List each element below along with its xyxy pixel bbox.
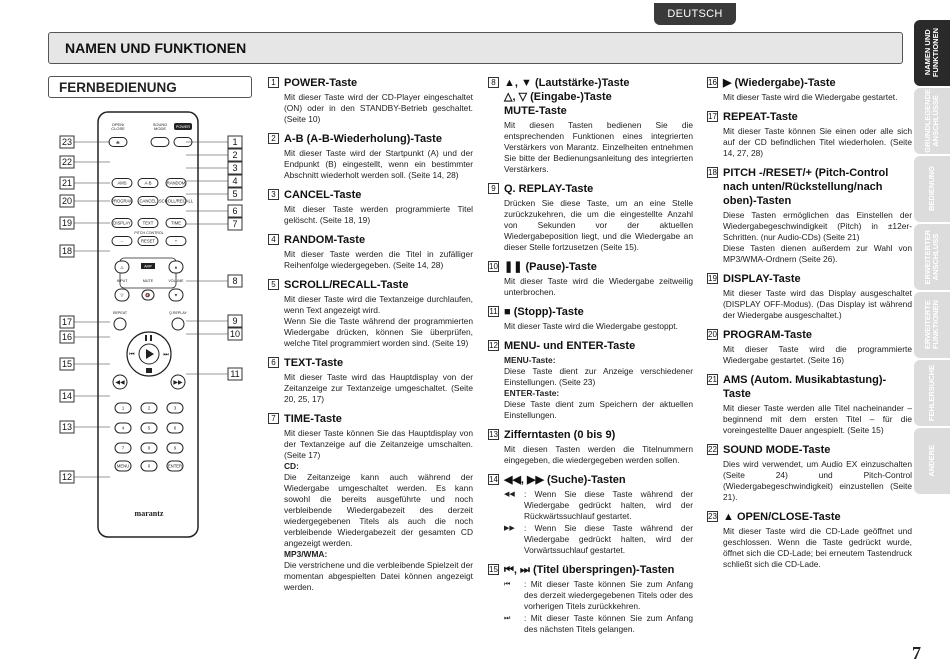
entry-number: 6	[268, 357, 279, 368]
entry-heading	[707, 166, 912, 208]
open-close-button-text: ⏏	[116, 139, 120, 145]
side-tab[interactable]	[914, 88, 950, 154]
entry	[707, 166, 912, 265]
entry-title-line: ▲ OPEN/CLOSE-Taste	[723, 511, 841, 523]
callout-number: 15	[61, 359, 73, 369]
entry-title	[723, 373, 912, 401]
entry	[707, 443, 912, 503]
rewind-icon: ◀◀	[115, 380, 125, 386]
pitch-control-label: PITCH CONTROL	[134, 231, 164, 235]
entry-body: Mit dieser Taste wird die programmierte Wiedergabe gestartet. (Seite 16)	[723, 344, 912, 365]
entry-title-line: TIME-Taste	[284, 413, 342, 425]
entry-title	[723, 328, 812, 342]
entry-title-line: DISPLAY-Taste	[723, 273, 801, 285]
callout-number: 22	[61, 157, 73, 167]
remote-illustration	[58, 110, 248, 540]
entry-title-line: REPEAT-Taste	[723, 111, 798, 123]
entry-heading	[488, 305, 693, 319]
entry-title-line: ⏮, ⏭ (Titel überspringen)-Tasten	[504, 564, 675, 576]
entry-heading	[268, 356, 473, 370]
entry-heading	[488, 428, 693, 442]
side-tab-label: ERWEITERTER ANSCHLUSS	[923, 229, 940, 285]
entry-number: 23	[708, 512, 717, 521]
entry-title	[284, 356, 343, 370]
entry-label	[268, 549, 473, 560]
amp-label: AMP	[144, 264, 152, 269]
entry-body: Die verstrichene und die verbleibende Spielzeit der momentan abgespielten Datei können angezeigt werden.	[284, 560, 474, 592]
callout-number: 12	[61, 472, 73, 482]
entry-body: Drücken Sie diese Taste, um an eine Stelle zurückzukehren, die um die eingestellte Anzahl von Sekunden vor der aktuellen Wiedergabeposition liegt, und die Wiedergabe an dieser Stelle fortzusetzen (Seite 15).	[504, 198, 693, 252]
sound-mode-button	[151, 138, 169, 147]
entry	[488, 260, 693, 298]
remote-label: Q.REPLAY	[169, 311, 187, 315]
section-title-box	[48, 32, 903, 64]
entry-number: 11	[489, 307, 498, 316]
column-2	[488, 76, 693, 642]
entry-title-line: ❚❚ (Pause)-Taste	[504, 261, 597, 273]
entry-body: Mit diesen Tasten bedienen Sie die entsprechenden Funktionen eines integrierten Verstärkers von Marantz. Einzelheiten entnehmen Sie bitte der Bedienungsanleitung des integrierten Verstärkers.	[504, 120, 693, 174]
entry-title-line: ◀◀, ▶▶ (Suche)-Tasten	[504, 474, 626, 486]
entry	[268, 356, 473, 405]
entry-number: 2	[268, 133, 279, 144]
callout-number: 10	[229, 329, 241, 339]
remote-label: SOUND	[152, 122, 168, 127]
random-button-text: RANDOM	[166, 180, 186, 186]
remote-label: VOLUME	[168, 279, 184, 283]
entry-title	[504, 563, 674, 577]
entry-number: 20	[708, 330, 717, 339]
digit-button-text: 8	[147, 445, 151, 451]
entry-title	[504, 339, 635, 353]
side-tab-label: BEDIENUNG	[927, 166, 937, 212]
digit-button-text: 7	[121, 445, 125, 451]
side-tabs	[914, 20, 950, 496]
volume-down-button-text: ▼	[173, 292, 179, 298]
entry	[707, 272, 912, 321]
entry-heading	[707, 328, 912, 342]
remote-label: CLOSE	[111, 126, 125, 131]
entry	[488, 76, 693, 175]
entry-title	[284, 76, 357, 90]
entry-label	[488, 388, 693, 399]
callout-number: 21	[61, 178, 73, 188]
digit-button-text: 6	[173, 425, 177, 431]
entry	[488, 428, 693, 466]
entry-body: Diese Taste dient zum Speichern der aktuellen Einstellungen.	[504, 399, 693, 420]
entry-title	[284, 188, 361, 202]
entry	[268, 278, 473, 349]
enter-button-text: ENTER	[167, 463, 183, 469]
entry-title	[504, 76, 630, 118]
callout-number: 13	[61, 422, 73, 432]
entry-number: 5	[268, 279, 279, 290]
text-button-text: TEXT	[142, 220, 154, 226]
entry	[268, 188, 473, 226]
callout-number: 1	[232, 137, 238, 147]
digit-button-text: 2	[147, 405, 151, 411]
skip-fwd-icon: ⏭	[163, 352, 169, 358]
ab-button-text: A-B	[144, 180, 152, 186]
side-tab-label: ANDERE	[927, 445, 937, 477]
side-tab[interactable]	[914, 156, 950, 222]
repeat-button	[114, 318, 126, 330]
volume-up-button-text: ▲	[173, 264, 179, 270]
remote-label: INPUT	[116, 279, 128, 283]
entry-label	[488, 355, 693, 366]
entry-title	[504, 428, 615, 442]
digit-button-text: 5	[147, 425, 151, 431]
pause-icon-b	[150, 335, 152, 341]
menu-button-text: MENU	[116, 463, 130, 469]
side-tab[interactable]	[914, 360, 950, 426]
callout-number: 8	[232, 276, 238, 286]
entry-title	[504, 473, 626, 487]
ams-button-text: AMS	[117, 180, 127, 186]
entry-body: Die Zeitanzeige kann auch während der Wiedergabe umgeschaltet werden. Es kann sowohl die bereits ausgeführte und noch verbleibende Wiedergabezeit des derzeit wiedergegebenen Titels als auch die noch verbleibende Wiedergabezeit der gesamten CD angezeigt werden.	[284, 472, 473, 548]
callout-number: 3	[232, 163, 238, 173]
callout-number: 4	[232, 176, 238, 186]
sub-item	[488, 613, 693, 635]
sub-key: ⏭	[504, 615, 511, 622]
callout-number: 20	[61, 196, 73, 206]
callout-number: 11	[230, 369, 240, 379]
entry-body: Mit dieser Taste können Sie einen oder alle sich auf der CD befindlichen Titel wiederholen. (Seite 14, 27, 28)	[723, 126, 912, 158]
brand-logo: marantz	[134, 509, 164, 518]
entry	[707, 373, 912, 436]
entry-title-line: SOUND MODE-Taste	[723, 444, 831, 456]
entry-number: 3	[268, 189, 279, 200]
sub-value: : Mit dieser Taste können Sie zum Anfang des derzeit wiedergegebenen Titels oder des vorherigen Titels zurückkehren.	[524, 579, 693, 611]
side-tab-label: ERWEITERTE FUNKTIONEN	[923, 300, 940, 350]
entry-title-line: MUTE-Taste	[504, 105, 567, 117]
sub-value: : Wenn Sie diese Taste während der Wiedergabe gedrückt halten, wird der Vorwärtssuchlauf gestartet.	[524, 523, 693, 555]
entry	[707, 76, 912, 103]
display-button-text: DISPLAY	[113, 220, 131, 226]
entry-body: Mit dieser Taste wird die Textanzeige durchlaufen, wenn Text angezeigt wird.	[284, 294, 473, 315]
sub-value: : Mit dieser Taste können Sie zum Anfang des nächsten Titels gelangen.	[524, 613, 693, 634]
entry-title	[723, 510, 841, 524]
entry-number: 12	[489, 341, 498, 350]
entry-title-line: TEXT-Taste	[284, 357, 344, 369]
entry-number: 4	[268, 234, 279, 245]
entry-body: Mit dieser Taste wird die Wiedergabe gestoppt.	[504, 321, 678, 331]
entry-heading	[488, 76, 693, 118]
entry-title-line: ▲, ▼ (Lautstärke-)Taste	[504, 77, 630, 89]
entry	[488, 305, 693, 332]
entry-title-line: RANDOM-Taste	[284, 234, 366, 246]
entry-body: Mit dieser Taste wird der CD-Player eingeschaltet (ON) oder in den STANDBY-Betrieb geschaltet. (Seite 10)	[284, 92, 473, 124]
callout-number: 16	[61, 332, 73, 342]
entry-title-line: PITCH -/RESET/+ (Pitch-Control nach unten/Rückstellung/nach oben)-Tasten	[723, 167, 889, 207]
qreplay-button	[172, 318, 184, 330]
section-title: NAMEN UND FUNKTIONEN	[65, 40, 247, 56]
entry-title-line: PROGRAM-Taste	[723, 329, 813, 341]
sub-item	[488, 523, 693, 556]
pitch-minus-button-text: −	[120, 238, 124, 244]
callout-number: 5	[232, 189, 238, 199]
skip-back-icon: ⏮	[129, 352, 135, 358]
remote-label: OPEN/	[111, 122, 125, 127]
entry-body: Mit diesen Tasten werden die Titelnummern eingegeben, die wiedergegeben werden sollen.	[504, 444, 693, 465]
entry-title	[284, 233, 365, 247]
entry-title	[723, 76, 836, 90]
entry-body: Mit dieser Taste wird die Wiedergabe gestartet.	[723, 92, 898, 102]
entry-number: 14	[489, 475, 498, 484]
entry-heading	[707, 443, 912, 457]
entry-title	[284, 278, 408, 292]
column-1	[268, 76, 473, 600]
callout-number: 23	[61, 137, 73, 147]
entry-body: Mit dieser Taste werden programmierte Titel gelöscht. (Seite 18, 19)	[284, 204, 473, 225]
callout-number: 14	[61, 391, 73, 401]
entry-title-line: CANCEL-Taste	[284, 189, 362, 201]
label: CD:	[284, 461, 299, 471]
entry-title-line: A-B (A-B-Wiederholung)-Taste	[284, 133, 442, 145]
entry-body: Mit dieser Taste wird die Wiedergabe zeitweilig unterbrochen.	[504, 276, 693, 297]
entry-heading	[268, 233, 473, 247]
entry-title-line: AMS (Autom. Musikabtastung)-Taste	[723, 374, 887, 400]
entry-body: Diese Taste dient zur Anzeige verschiedener Einstellungen. (Seite 23)	[504, 366, 693, 387]
language-tab: DEUTSCH	[654, 3, 736, 25]
entry-title-line: ▶ (Wiedergabe)-Taste	[723, 77, 836, 89]
callout-number: 18	[61, 246, 73, 256]
callout-number: 7	[232, 219, 238, 229]
callout-number: 17	[61, 317, 73, 327]
entry	[268, 412, 473, 593]
entry-title	[504, 260, 597, 274]
mute-button-text: 🔇	[145, 292, 151, 298]
remote-label: REPEAT	[112, 311, 128, 315]
cancel-button-text: CANCEL	[139, 198, 157, 204]
side-tab[interactable]	[914, 20, 950, 86]
entry-number: 18	[708, 168, 717, 177]
subsection-title-box	[48, 76, 252, 98]
entry-title	[723, 110, 798, 124]
entry-heading	[488, 473, 693, 487]
scroll-recall-button-text: SCROLL/RECALL	[158, 198, 194, 204]
input-up-button-text: △	[120, 264, 124, 270]
side-tab[interactable]	[914, 428, 950, 494]
entry-title	[284, 412, 342, 426]
entry-number: 19	[708, 274, 717, 283]
entry-number: 13	[489, 430, 498, 439]
entry-heading	[268, 132, 473, 146]
side-tab-label: NAMEN UND FUNKTIONEN	[923, 28, 940, 78]
entry	[707, 328, 912, 366]
entry	[268, 76, 473, 125]
sub-key: ▶▶	[504, 525, 515, 532]
entry-body: Wenn Sie die Taste während der programmierten Wiedergabe drücken, können Sie überprüfen, welche Titel programmiert worden sind. (Seite 19)	[284, 316, 473, 348]
entry-body: Mit dieser Taste werden die Titel in zufälliger Reihenfolge wiedergegeben. (Seite 14, 28)	[284, 249, 473, 270]
entry	[268, 233, 473, 271]
entry-number: 9	[488, 183, 499, 194]
entry-heading	[488, 563, 693, 577]
input-down-button-text: ▽	[120, 292, 124, 298]
entry-title-line: SCROLL/RECALL-Taste	[284, 279, 409, 291]
entry-title-line: △, ▽ (Eingabe-)Taste	[504, 91, 612, 103]
label: MENU-Taste:	[504, 355, 556, 365]
entry-number: 7	[268, 413, 279, 424]
entry	[707, 110, 912, 159]
entry-number: 10	[489, 262, 498, 271]
pitch-plus-button-text: +	[174, 238, 178, 244]
entry	[268, 132, 473, 181]
side-tab-label: GRUNDLEGENDE ANSCHLÜSSE	[923, 89, 940, 153]
entry-number: 1	[268, 77, 279, 88]
power-label: POWER	[175, 125, 191, 129]
entry-body: Mit dieser Taste wird das Display ausgeschaltet (DISPLAY OFF-Modus). (Das Display ist während der Wiedergabe ausgeschaltet.)	[723, 288, 912, 320]
sub-key: ⏮	[504, 581, 511, 588]
callout-number: 2	[232, 150, 238, 160]
entry	[488, 339, 693, 421]
remote-label: MUTE	[142, 279, 154, 283]
entry-heading	[268, 412, 473, 426]
side-tab[interactable]	[914, 292, 950, 358]
entry-title-line: MENU- und ENTER-Taste	[504, 340, 636, 352]
entry-title-line: Zifferntasten (0 bis 9)	[504, 429, 616, 441]
pause-icon-a	[145, 335, 147, 341]
sub-item	[488, 489, 693, 522]
entry-label	[268, 461, 473, 472]
entry-heading	[707, 76, 912, 90]
entry	[707, 510, 912, 570]
entry-title	[723, 272, 801, 286]
remote-label: MODE	[154, 126, 166, 131]
entry-heading	[707, 373, 912, 401]
entry-heading	[707, 510, 912, 524]
entry-title	[723, 166, 912, 208]
entry-title	[284, 132, 442, 146]
time-button-text: TIME	[170, 220, 182, 226]
program-button-text: PROGRAM	[111, 198, 133, 204]
side-tab-label: FEHLERSUCHE	[927, 364, 937, 422]
entry-title	[723, 443, 830, 457]
entry-number: 22	[708, 445, 717, 454]
entry-heading	[488, 182, 693, 196]
entry-number: 16	[708, 78, 717, 87]
digit-button-text: 1	[121, 405, 125, 411]
digit-zero-button-text: 0	[147, 463, 151, 469]
digit-button-text: 9	[173, 445, 177, 451]
entry-heading	[707, 272, 912, 286]
column-3	[707, 76, 912, 577]
entry-number: 17	[708, 112, 717, 121]
entry-heading	[707, 110, 912, 124]
entry-heading	[268, 76, 473, 90]
entry	[488, 563, 693, 635]
entry-body: Mit dieser Taste werden alle Titel nacheinander – beginnend mit dem ersten Titel – für die voreingestellte Dauer angespielt. (Seite 15)	[723, 403, 912, 435]
callout-number: 6	[232, 206, 238, 216]
entry-number: 8	[488, 77, 499, 88]
label: MP3/WMA:	[284, 549, 328, 559]
entry-heading	[268, 278, 473, 292]
subsection-title: FERNBEDIENUNG	[59, 80, 177, 95]
entry-title-line: Q. REPLAY-Taste	[504, 183, 594, 195]
entry-title	[504, 182, 593, 196]
reset-button-text: RESET	[141, 238, 155, 244]
stop-icon	[146, 368, 152, 373]
entry-title-line: ■ (Stopp)-Taste	[504, 306, 584, 318]
entry-title	[504, 305, 584, 319]
entry-body: Mit dieser Taste wird das Hauptdisplay von der Zeitanzeige zur Textanzeige umgeschaltet. (Seite 20, 25, 17)	[284, 372, 473, 404]
entry	[488, 473, 693, 556]
entry-heading	[268, 188, 473, 202]
digit-button-text: 3	[173, 405, 177, 411]
ffwd-icon: ▶▶	[173, 380, 183, 386]
entry-heading	[488, 260, 693, 274]
sub-key: ◀◀	[504, 491, 515, 498]
entry-number: 15	[489, 565, 498, 574]
label: ENTER-Taste:	[504, 388, 560, 398]
page-number: 7	[912, 643, 921, 663]
entry-body: Mit dieser Taste können Sie das Hauptdisplay von der Textanzeige auf die Zeitanzeige umschalten. (Seite 17)	[284, 428, 473, 460]
entry-body: Diese Tasten dienen außerdem zur Wahl von MP3/WMA-Ordnern (Seite 26).	[723, 243, 912, 264]
digit-button-text: 4	[121, 425, 125, 431]
entry	[488, 182, 693, 253]
callout-number: 9	[232, 316, 238, 326]
entry-body: Diese Tasten ermöglichen das Einstellen der Wiedergabegeschwindigkeit (Pitch) in ±12er-Schritten. (nur Audio-CDs) (Seite 21)	[723, 210, 912, 242]
entry-body: Mit dieser Taste wird die CD-Lade geöffnet und geschlossen. Wenn die Taste gedrückt wurde, öffnet sich die CD-Lade; bei erneutem Tastendruck schließt sich die CD-Lade.	[723, 526, 912, 569]
entry-number: 21	[708, 375, 717, 384]
entry-body: Dies wird verwendet, um Audio EX einzuschalten (Seite 24) und Pitch-Control (Wiedergabegeschwindigkeit) einzustellen (Seite 21).	[723, 459, 912, 502]
entry-body: Mit dieser Taste wird der Startpunkt (A) und der Endpunkt (B) eingestellt, wenn ein bestimmter Abschnitt wiederholt werden soll. (Seite 14, 28)	[284, 148, 473, 180]
sub-item	[488, 579, 693, 612]
entry-heading	[488, 339, 693, 353]
side-tab[interactable]	[914, 224, 950, 290]
sub-value: : Wenn Sie diese Taste während der Wiedergabe gedrückt halten, wird der Rückwärtssuchlauf gestartet.	[524, 489, 693, 521]
callout-number: 19	[61, 218, 73, 228]
entry-title-line: POWER-Taste	[284, 77, 358, 89]
